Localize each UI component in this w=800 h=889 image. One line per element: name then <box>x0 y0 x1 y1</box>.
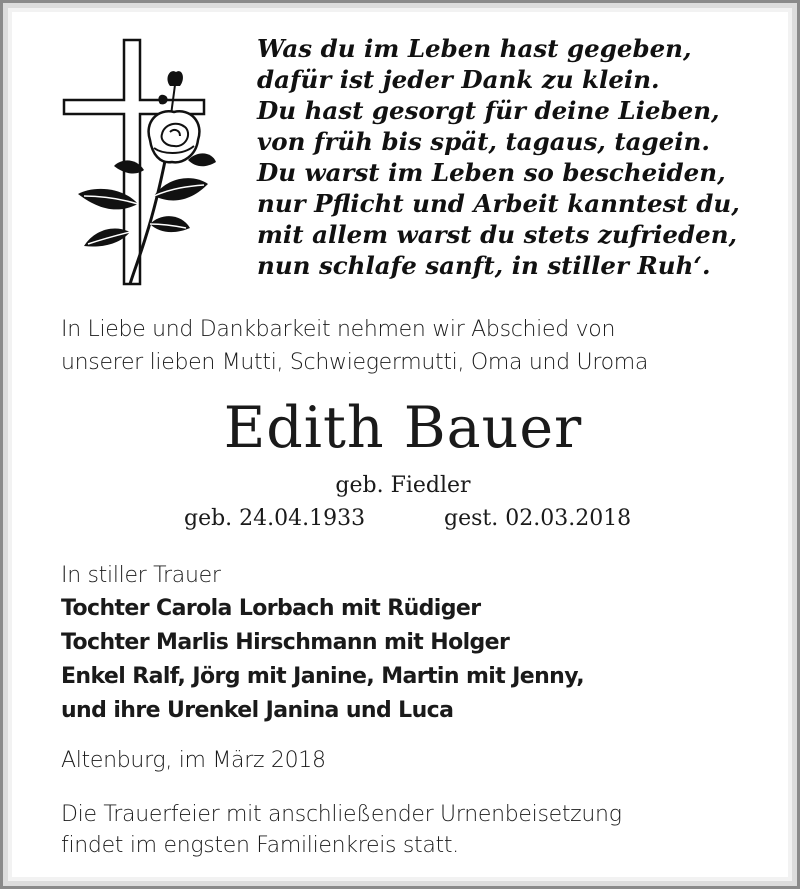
maiden-name: geb. Fiedler <box>335 473 471 498</box>
death-date: gest. 02.03.2018 <box>444 506 632 531</box>
mourning-label: In stiller Trauer <box>61 563 221 588</box>
family-line: Tochter Marlis Hirschmann mit Holger <box>61 630 510 655</box>
intro-text <box>61 313 648 379</box>
poem-line: nun schlafe sanft, in stiller Ruh‘. <box>257 251 711 280</box>
family-list <box>61 592 584 728</box>
cross-with-rose-icon <box>58 36 218 288</box>
place-date: Altenburg, im März 2018 <box>61 748 326 773</box>
birth-date: geb. 24.04.1933 <box>184 506 366 531</box>
intro-line: unserer lieben Mutti, Schwiegermutti, Oma und Uroma <box>61 350 649 375</box>
deceased-name: Edith Bauer <box>223 395 583 461</box>
funeral-line: findet im engsten Familienkreis statt. <box>61 833 459 858</box>
poem-line: von früh bis spät, tagaus, tagein. <box>257 127 710 156</box>
poem-line: nur Pflicht und Arbeit kanntest du, <box>257 189 740 218</box>
poem-line: mit allem warst du stets zufrieden, <box>257 220 738 249</box>
poem <box>257 33 740 281</box>
family-line: Enkel Ralf, Jörg mit Janine, Martin mit Jenny, <box>61 664 585 689</box>
funeral-line: Die Trauerfeier mit anschließender Urnenbeisetzung <box>61 802 622 827</box>
poem-line: Du warst im Leben so bescheiden, <box>257 158 726 187</box>
funeral-notice <box>61 799 622 861</box>
poem-line: dafür ist jeder Dank zu klein. <box>257 65 660 94</box>
poem-line: Du hast gesorgt für deine Lieben, <box>257 96 720 125</box>
intro-line: In Liebe und Dankbarkeit nehmen wir Abschied von <box>61 317 616 342</box>
poem-line: Was du im Leben hast gegeben, <box>257 34 692 63</box>
family-line: und ihre Urenkel Janina und Luca <box>61 698 454 723</box>
family-line: Tochter Carola Lorbach mit Rüdiger <box>61 596 481 621</box>
